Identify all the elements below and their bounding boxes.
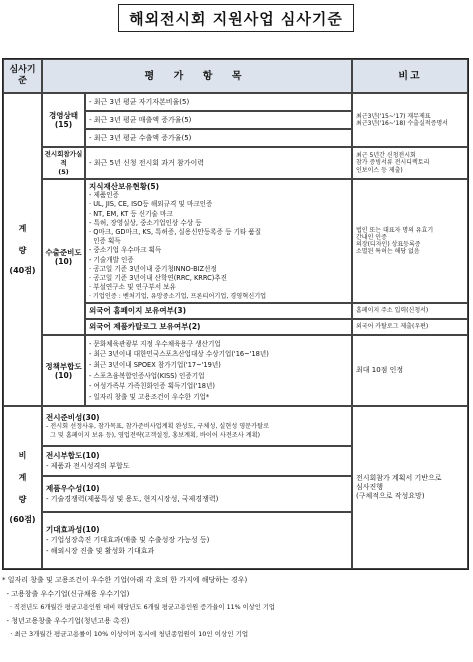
homepage-item: 외국어 홈페이지 보유여부(3) — [85, 303, 352, 319]
policy-note: 최대 10점 인정 — [352, 335, 468, 406]
export-points: (10) — [54, 257, 73, 266]
homepage-note: 홈페이지 주소 입력(신청서) — [352, 303, 468, 319]
nonscored-label-char: 계 — [18, 472, 27, 482]
readiness-section: 전시준비성(30) - 전시회 선정사유, 참가목표, 참가준비사업계획 완성도, 구체성, 실현성 영문카탈로 그 및 홈페이지 보유 등), 영업전략(고객설정, 홍보계획, 바이어 사전조사 계획) — [42, 406, 352, 446]
export-note: 법인 또는 대표자 명의 유효기 간내인 인증 의장(디자인) 상표등록증 소멸된 특허는 해당 없음 — [352, 179, 468, 303]
header-note: 비고 — [352, 59, 468, 93]
header-category: 심사기준 — [3, 59, 42, 93]
policy-items: - 문화체육관광부 지정 우수체육용구 생산기업 - 최근 3년이내 대한민국스포츠산업대상 수상기업('16~'18년) - 최근 3년이내 SPOEX 참가기업('17~'19년) - 스포츠융복합인증사업(KISS) 인증기업 - 여성가족부 가족친화인증 획득기업('18년) - 일자리 창출 및 고용조건이 우수한 기업* — [85, 335, 352, 406]
management-label — [42, 93, 85, 147]
effect-section: 기대효과성(10) - 기업성장촉진 기대효과(매출 및 수출성장 가능성 등) - 해외시장 진출 및 활성화 기대효과 — [42, 512, 352, 569]
nonscored-label-char: 비 — [18, 450, 27, 460]
exhibition-note: 최근 5년간 신청전시회 참가 증빙서류 전시디렉토리 인보이스 등 제출) — [352, 147, 468, 179]
footnote-line: * 일자리 창출 및 고용조건이 우수한 기업(아래 각 호의 한 가지에 해당하는 경우) — [2, 576, 248, 584]
management-name: 경영상태 — [49, 111, 78, 120]
page-title: 해외전시회 지원사업 심사기준 — [118, 4, 354, 32]
export-name: 수출준비도 — [45, 248, 82, 257]
nonscored-group-label — [3, 406, 42, 569]
scored-points: (40점) — [9, 265, 36, 275]
management-item-2: - 최근 3년 평균 매출액 증가율(5) — [85, 111, 352, 129]
footnote-line: · 직전년도 6개월간 평균고용인원 대비 해당년도 6개월 평균고용인원 증가율이 11% 이상인 기업 — [2, 604, 276, 611]
scored-label-char: 량 — [18, 245, 27, 255]
exhibition-points: (5) — [58, 167, 69, 176]
exhibition-label — [42, 147, 85, 179]
management-points: (15) — [54, 120, 73, 129]
footnote-line: - 고용창출 우수기업(신규채용 우수기업) — [2, 589, 130, 598]
scored-label-char: 계 — [18, 223, 27, 233]
policy-points: (10) — [54, 370, 73, 380]
nonscored-label-char: 량 — [18, 494, 27, 504]
nonscored-points: (60점) — [9, 514, 36, 524]
export-ip-items: 지식재산보유현황(5) - 제품인증 · UL, JIS, CE, ISO등 해외규격 및 마크인증 · NT, EM, KT 등 신기술 마크 - 특허, 장영실상, 중소기업인상 수상 등 · Q마크, GD마크, KS, 특허증, 실용신안등록증 등 기타 품질 인증 획득 - 중소기업 우수마크 획득 - 기술개발 인증 · 공고일 기준 3년이내 중기청INNO-BIZ선정 · 공고일 기준 3년이내 산학연(RRC, KRRC)추진 · 부설연구소 및 연구부서 보유 · 기업인증 : 벤처기업, 유망중소기업, 프론티어기업, 경영혁신기업 — [85, 179, 352, 303]
management-item-3: - 최근 3년 평균 수출액 증가율(5) — [85, 129, 352, 147]
catalog-item: 외국어 제품카탈로그 보유여부(2) — [85, 319, 352, 335]
criteria-table — [2, 58, 469, 570]
exhibition-item: - 최근 5년 신청 전시회 과거 참가이력 — [85, 147, 352, 179]
exhibition-name: 전시회참가실적 — [44, 149, 83, 167]
export-heading: 지식재산보유현황(5) — [89, 182, 160, 191]
nonscored-note: 전시회참가 계획서 기반으로 심사진행 (구체적으로 작성요망) — [352, 406, 468, 569]
management-item-1: - 최근 3년 평균 자기자본비율(5) — [85, 93, 352, 111]
footnote-line: · 최근 3개월간 평균고용률이 10% 이상이며 동시에 청년종업원이 10인 이상인 기업 — [2, 630, 249, 638]
footnotes — [2, 574, 472, 642]
policy-name: 정책부합도 — [45, 361, 82, 371]
export-label — [42, 179, 85, 335]
management-note: 최근3년('15~'17) 재무제표 최근3년('16~'18) 수출실적증명서 — [352, 93, 468, 147]
header-items: 평 가 항 목 — [42, 59, 352, 93]
catalog-note: 외국어 카탈로그 제출(우편) — [352, 319, 468, 335]
scored-group-label — [3, 93, 42, 406]
footnote-line: - 청년고용창출 우수기업(청년고용 촉진) — [2, 616, 130, 625]
product-section: 제품우수성(10) - 기술경쟁력(제품특성 및 용도, 현지시장성, 국제경쟁력) — [42, 476, 352, 512]
policy-label — [42, 335, 85, 406]
fit-section: 전시부합도(10) - 제품과 전시성격의 부합도 — [42, 446, 352, 476]
